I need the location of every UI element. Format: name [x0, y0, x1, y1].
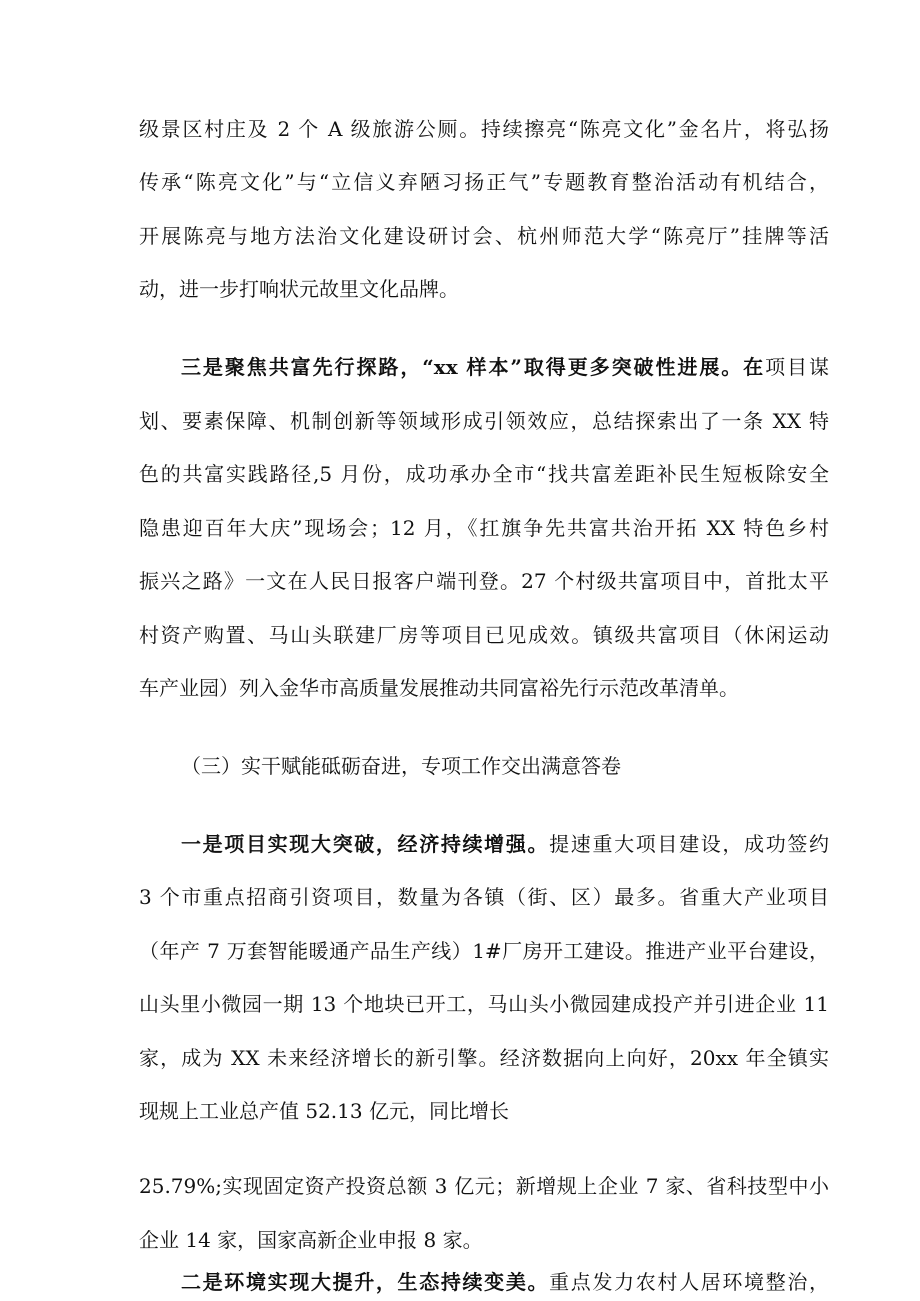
- paragraph-line: 色的共富实践路径,5 月份，成功承办全市“找共富差距补民生短板除安全: [139, 462, 829, 486]
- paragraph-line: 车产业园）列入金华市高质量发展推动共同富裕先行示范改革清单。: [139, 676, 739, 700]
- paragraph-line: 村资产购置、马山头联建厂房等项目已见成效。镇级共富项目（休闲运动: [139, 623, 829, 647]
- paragraph-line: 家，成为 XX 未来经济增长的新引擎。经济数据向上向好，20xx 年全镇实: [139, 1046, 829, 1070]
- paragraph-first-line: [181, 1268, 829, 1296]
- paragraph-line: 传承“陈亮文化”与“立信义弃陋习扬正气”专题教育整治活动有机结合，: [139, 170, 829, 194]
- paragraph-first-line: [181, 353, 829, 381]
- paragraph-lead: 三是聚焦共富先行探路，“xx 样本”取得更多突破性进展。在: [181, 355, 766, 379]
- paragraph-line: 级景区村庄及 2 个 A 级旅游公厕。持续擦亮“陈亮文化”金名片，将弘扬: [139, 117, 829, 141]
- paragraph-lead: 一是项目实现大突破，经济持续增强。: [181, 832, 550, 856]
- paragraph-line: 开展陈亮与地方法治文化建设研讨会、杭州师范大学“陈亮厅”挂牌等活: [139, 224, 829, 248]
- section-heading: （三）实干赋能砥砺奋进，专项工作交出满意答卷: [181, 754, 621, 778]
- paragraph-text: 提速重大项目建设，成功签约: [549, 832, 830, 856]
- paragraph-lead: 二是环境实现大提升，生态持续变美。: [181, 1270, 550, 1294]
- paragraph-line: 现规上工业总产值 52.13 亿元，同比增长: [139, 1099, 509, 1123]
- paragraph-line: 25.79%;实现固定资产投资总额 3 亿元；新增规上企业 7 家、省科技型中小: [139, 1174, 829, 1198]
- paragraph-line: 动，进一步打响状元故里文化品牌。: [139, 277, 459, 301]
- paragraph-line: 山头里小微园一期 13 个地块已开工，马山头小微园建成投产并引进企业 11: [139, 992, 829, 1016]
- paragraph-first-line: [181, 830, 829, 858]
- paragraph-text: 项目谋: [765, 355, 829, 379]
- paragraph-line: 3 个市重点招商引资项目，数量为各镇（街、区）最多。省重大产业项目: [139, 885, 829, 909]
- paragraph-line: （年产 7 万套智能暖通产品生产线）1#厂房开工建设。推进产业平台建设，: [139, 939, 829, 963]
- paragraph-text: 重点发力农村人居环境整治，: [549, 1270, 830, 1294]
- paragraph-line: 振兴之路》一文在人民日报客户端刊登。27 个村级共富项目中，首批太平: [139, 569, 829, 593]
- paragraph-line: 划、要素保障、机制创新等领域形成引领效应，总结探索出了一条 XX 特: [139, 409, 829, 433]
- paragraph-line: 企业 14 家，国家高新企业申报 8 家。: [139, 1228, 483, 1252]
- paragraph-line: 隐患迎百年大庆”现场会；12 月，《扛旗争先共富共治开拓 XX 特色乡村: [139, 516, 829, 540]
